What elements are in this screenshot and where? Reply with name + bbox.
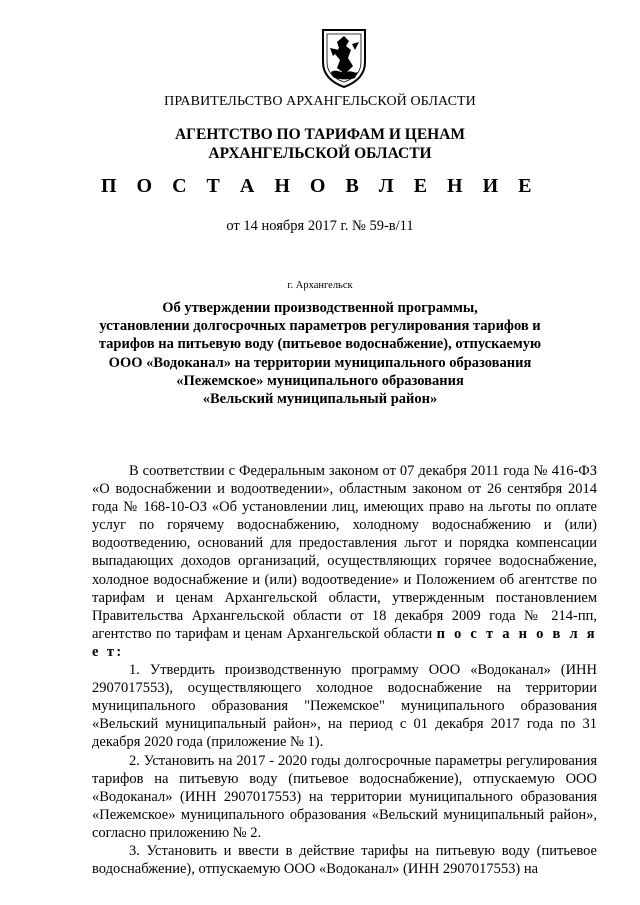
item-2-paragraph: 2. Установить на 2017 - 2020 годы долгосрочные параметры регулирования тарифов на питьевую воду (питьевое водоснабжение), отпускаемую ООО «Водоканал» (ИНН 2907017553) на территории муниципального образования «Пежемское» муниципального образования «Вельский муниципальный район», согласно приложению № 2.	[92, 752, 597, 841]
subject-line-3: тарифов на питьевую воду (питьевое водоснабжение), отпускаемую	[98, 336, 542, 353]
document-subject	[0, 299, 640, 408]
item-3-paragraph: 3. Установить и ввести в действие тарифы на питьевую воду (питьевое водоснабжение), отпускаемую ООО «Водоканал» (ИНН 2907017553) на	[92, 842, 597, 878]
item-1-paragraph: 1. Утвердить производственную программу ООО «Водоканал» (ИНН 2907017553), осуществляющего холодное водоснабжение на территории муниципального образования "Пежемское" муниципального образования «Вельский муниципальный район», на период с 01 декабря 2017 года по 31 декабря 2020 года (приложение № 1).	[92, 662, 597, 751]
preamble-text: В соответствии с Федеральным законом от 07 декабря 2011 года № 416-ФЗ «О водоснабжении и водоотведении», областным законом от 26 сентября 2014 года № 168-10-ОЗ «Об установлении лиц, имеющих право на льготы по оплате услуг по горячему водоснабжению, холодному водоснабжению и (или) водоотведению, оснований для предоставления льгот и порядка компенсации выпадающих доходов организаций, осуществляющих горячее водоснабжение, холодное водоснабжение и (или) водоотведение» и Положением об агентстве по тарифам и ценам Архангельской области, утвержденным постановлением Правительства Архангельской области от 18 декабря 2009 года № 214-пп, агентство по тарифам и ценам Архангельской области	[92, 463, 597, 642]
resolves-phrase: п о с т а н о в л я е т:	[92, 625, 597, 660]
preamble-paragraph	[92, 462, 597, 661]
subject-line-2: установлении долгосрочных параметров регулирования тарифов и	[99, 318, 541, 335]
subject-line-6: «Вельский муниципальный район»	[202, 391, 438, 408]
subject-line-5: «Пежемское» муниципального образования	[176, 372, 464, 389]
document-city: г. Архангельск	[287, 280, 353, 291]
document-type-heading: П О С Т А Н О В Л Е Н И Е	[101, 175, 539, 197]
agency-name-line-1: АГЕНТСТВО ПО ТАРИФАМ И ЦЕНАМ	[174, 126, 466, 143]
document-body	[92, 462, 597, 878]
document-date-number: от 14 ноября 2017 г. № 59-в/11	[226, 218, 414, 234]
coat-of-arms-emblem	[319, 28, 369, 88]
government-name: ПРАВИТЕЛЬСТВО АРХАНГЕЛЬСКОЙ ОБЛАСТИ	[164, 94, 476, 109]
subject-line-1: Об утверждении производственной программы,	[162, 300, 478, 316]
agency-name-line-2: АРХАНГЕЛЬСКОЙ ОБЛАСТИ	[208, 145, 432, 162]
agency-name	[0, 125, 640, 163]
subject-line-4: ООО «Водоканал» на территории муниципального образования	[108, 354, 532, 371]
